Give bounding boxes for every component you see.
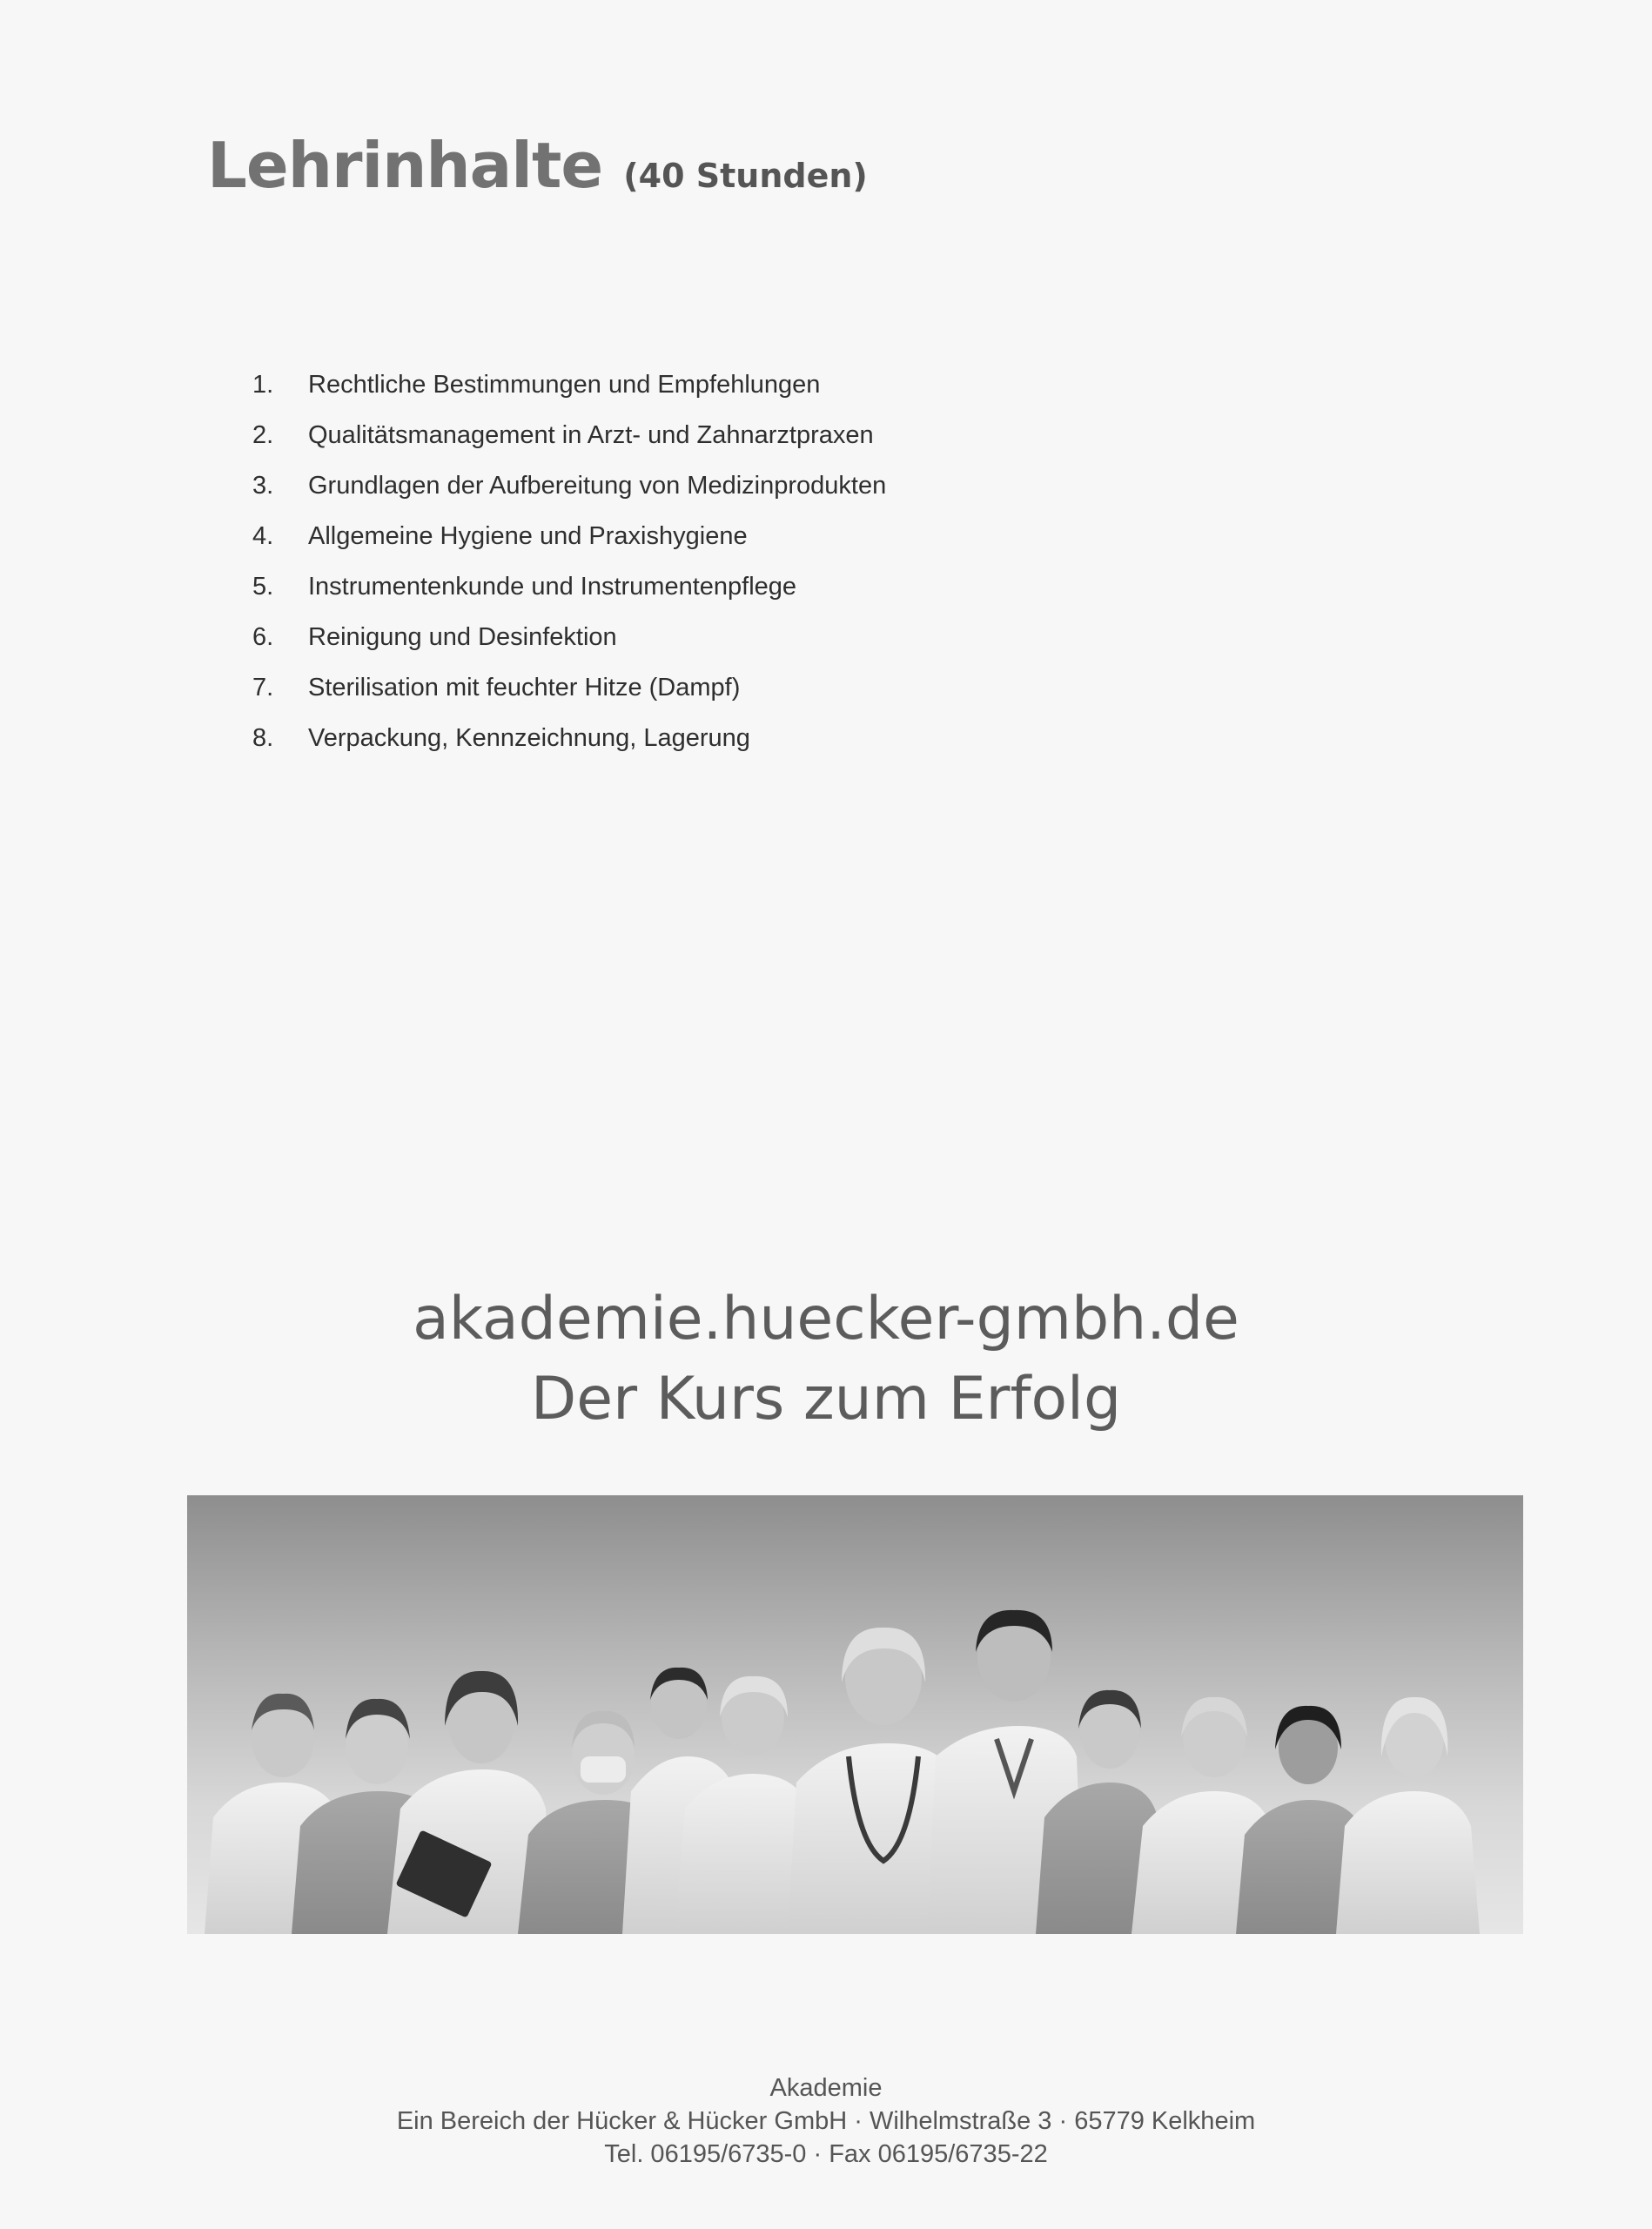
- item-text: Qualitätsmanagement in Arzt- und Zahnarztpraxen: [308, 420, 874, 449]
- item-text: Grundlagen der Aufbereitung von Medizinprodukten: [308, 471, 887, 500]
- list-item: [252, 511, 886, 561]
- medical-staff-illustration: [187, 1495, 1523, 1934]
- item-text: Rechtliche Bestimmungen und Empfehlungen: [308, 370, 821, 399]
- list-item: [252, 662, 886, 713]
- item-number: 7.: [252, 673, 274, 702]
- list-item: [252, 460, 886, 511]
- item-number: 4.: [252, 521, 274, 550]
- list-item: [252, 359, 886, 410]
- item-text: Sterilisation mit feuchter Hitze (Dampf): [308, 673, 741, 702]
- footer: [0, 2071, 1652, 2171]
- list-item: [252, 561, 886, 612]
- slogan: Der Kurs zum Erfolg: [530, 1365, 1122, 1433]
- item-number: 2.: [252, 420, 274, 449]
- page-title: [207, 129, 868, 202]
- list-item: [252, 410, 886, 460]
- person-figure: [1336, 1697, 1480, 1934]
- item-text: Verpackung, Kennzeichnung, Lagerung: [308, 723, 750, 752]
- item-text: Allgemeine Hygiene und Praxishygiene: [308, 521, 748, 550]
- item-number: 3.: [252, 471, 274, 500]
- item-number: 8.: [252, 723, 274, 752]
- footer-org: Akademie: [769, 2074, 883, 2102]
- list-item: [252, 713, 886, 763]
- topic-list: [252, 359, 886, 763]
- footer-address: Ein Bereich der Hücker & Hücker GmbH · Wilhelmstraße 3 · 65779 Kelkheim: [396, 2107, 1256, 2135]
- item-number: 6.: [252, 622, 274, 651]
- hero-image: [187, 1495, 1523, 1934]
- item-number: 5.: [252, 572, 274, 601]
- item-number: 1.: [252, 370, 274, 399]
- item-text: Instrumentenkunde und Instrumentenpflege: [308, 572, 797, 601]
- website-url: akademie.huecker-gmbh.de: [413, 1285, 1239, 1353]
- footer-contact: Tel. 06195/6735-0 · Fax 06195/6735-22: [604, 2140, 1048, 2168]
- course-hours: (40 Stunden): [623, 157, 868, 195]
- promo-block: [0, 1279, 1652, 1440]
- title-text: Lehrinhalte: [207, 129, 603, 202]
- item-text: Reinigung und Desinfektion: [308, 622, 617, 651]
- list-item: [252, 612, 886, 662]
